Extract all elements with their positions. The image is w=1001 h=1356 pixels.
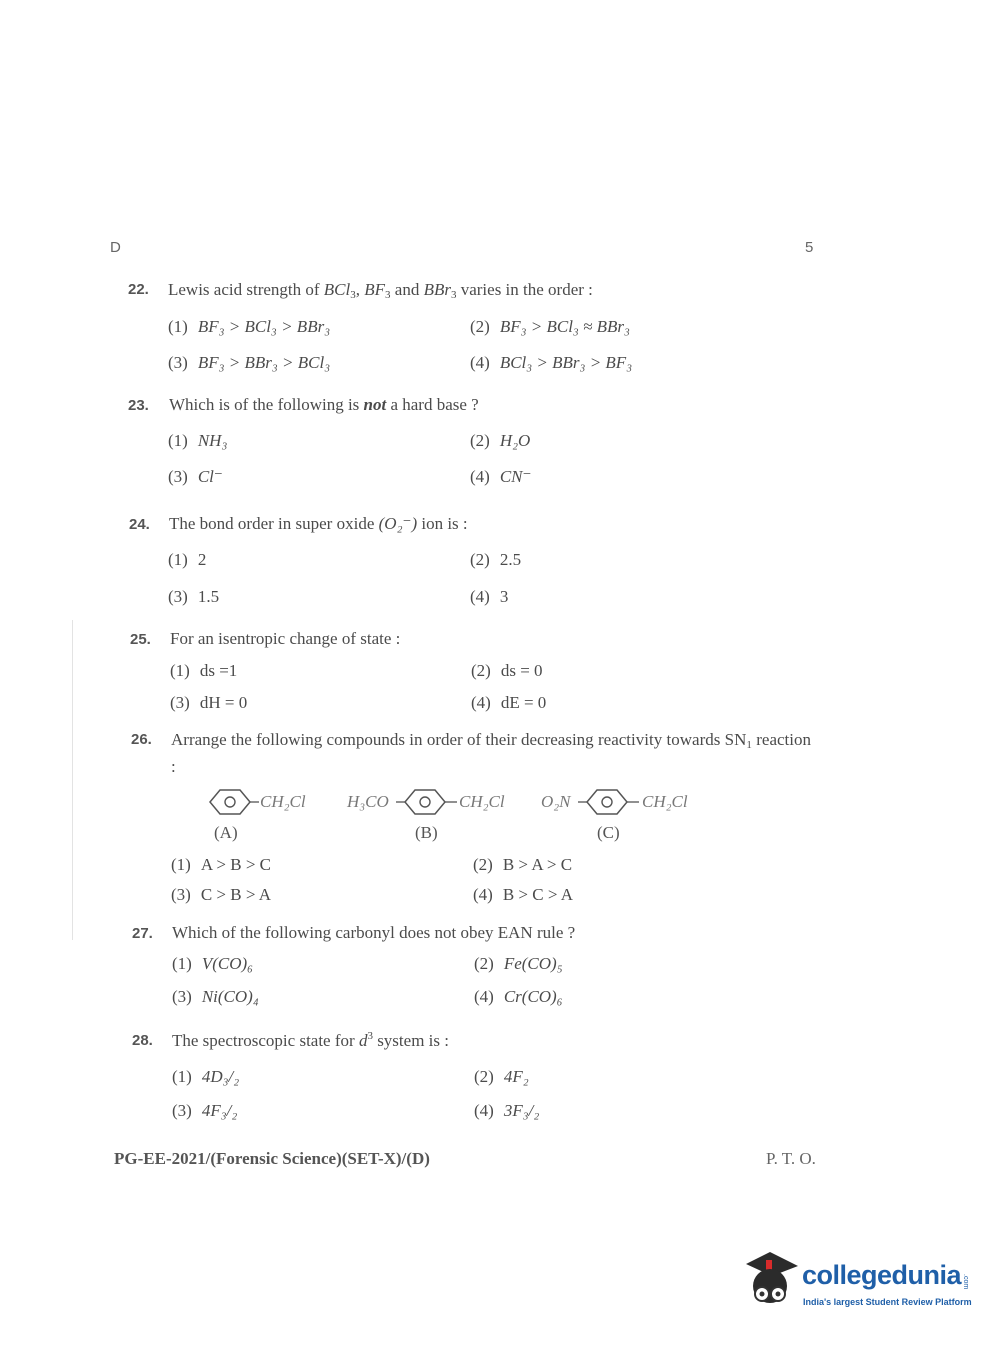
compound-a	[210, 790, 259, 814]
question-text: Lewis acid strength of BCl$_3$, $BF_3$ and BBr$_3$ varies in the order :	[168, 280, 593, 301]
option-2: (2) B > A > C	[473, 855, 573, 874]
option-3: (3) dH = 0	[170, 693, 248, 712]
option-4: (4) B > C > A	[473, 885, 574, 904]
structure-c-label: (C)	[597, 823, 620, 842]
page-number: 5	[805, 239, 814, 256]
question-number: 22.	[128, 281, 149, 298]
aromatic-circle-b	[420, 797, 430, 807]
question-text: The spectroscopic state for $d^3$ system is :	[172, 1030, 449, 1050]
brand-tagline: India's largest Student Review Platform	[803, 1297, 972, 1307]
structure-a-label: (A)	[214, 823, 238, 842]
question-number: 24.	[129, 516, 150, 533]
brand-tld: .com	[962, 1274, 969, 1290]
option-2: (2) ds = 0	[471, 661, 543, 680]
question-text: The bond order in super oxide (O₂⁻) ion is :	[169, 514, 468, 533]
question-number: 26.	[131, 731, 152, 748]
compound-c	[578, 790, 639, 814]
benzene-ring-b	[405, 790, 445, 814]
option-1: (1) 2	[168, 550, 207, 569]
question-text: Which is of the following is not a hard base ?	[169, 395, 479, 414]
question-text: Which of the following carbonyl does not obey EAN rule ?	[172, 923, 576, 942]
structure-c-prefix: O₂N	[541, 792, 571, 811]
option-2: (2) BF₃ > BCl₃ ≈ BBr₃	[470, 317, 630, 336]
structure-b-prefix: H₃CO	[347, 792, 389, 811]
set-code: D	[110, 239, 121, 256]
pto-marker: P. T. O.	[766, 1149, 816, 1168]
option-1: (1) A > B > C	[171, 855, 272, 874]
structure-a-suffix: CH₂Cl	[260, 792, 306, 811]
question-text: For an isentropic change of state :	[170, 629, 401, 648]
option-1: (1) 4D₃/₂	[172, 1067, 240, 1086]
option-1: (1) V(CO)₆	[172, 954, 254, 973]
structure-b-suffix: CH₂Cl	[459, 792, 505, 811]
option-3: (3) 4F₃/₂	[172, 1101, 238, 1120]
option-2: (2) Fe(CO)₅	[474, 954, 563, 973]
brand-name: collegedunia	[802, 1260, 962, 1290]
question-number: 25.	[130, 631, 151, 648]
option-4: (4) dE = 0	[471, 693, 547, 712]
compound-b	[396, 790, 457, 814]
option-1: (1) ds =1	[170, 661, 238, 680]
option-1: (1) BF₃ > BCl₃ > BBr₃	[168, 317, 331, 336]
option-4: (4) CN⁻	[470, 467, 532, 486]
option-3: (3) 1.5	[168, 587, 220, 606]
question-number: 27.	[132, 925, 153, 942]
option-4: (4) Cr(CO)₆	[474, 987, 563, 1006]
option-4: (4) BCl₃ > BBr₃ > BF₃	[470, 353, 633, 372]
option-4: (4) 3	[470, 587, 509, 606]
option-3: (3) Cl⁻	[168, 467, 223, 486]
option-2: (2) H₂O	[470, 431, 531, 450]
mascot-icon	[740, 1250, 802, 1316]
question-number: 28.	[132, 1032, 153, 1049]
question-text: Arrange the following compounds in order of their decreasing reactivity towards $SN_1$ reaction :	[171, 730, 811, 776]
benzene-ring-a	[210, 790, 250, 814]
structure-c-suffix: CH₂Cl	[642, 792, 688, 811]
option-2: (2) 4F₂	[474, 1067, 529, 1086]
option-2: (2) 2.5	[470, 550, 522, 569]
structure-b-label: (B)	[415, 823, 438, 842]
option-1: (1) NH₃	[168, 431, 228, 450]
paper-code: PG-EE-2021/(Forensic Science)(SET-X)/(D)	[114, 1149, 430, 1168]
option-4: (4) 3F₃/₂	[474, 1101, 540, 1120]
option-3: (3) C > B > A	[171, 885, 272, 904]
margin-line	[72, 620, 73, 940]
collegedunia-logo	[740, 1250, 970, 1320]
benzene-ring-c	[587, 790, 627, 814]
option-3: (3) BF₃ > BBr₃ > BCl₃	[168, 353, 331, 372]
aromatic-circle-c	[602, 797, 612, 807]
aromatic-circle-a	[225, 797, 235, 807]
option-3: (3) Ni(CO)₄	[172, 987, 259, 1006]
question-number: 23.	[128, 397, 149, 414]
